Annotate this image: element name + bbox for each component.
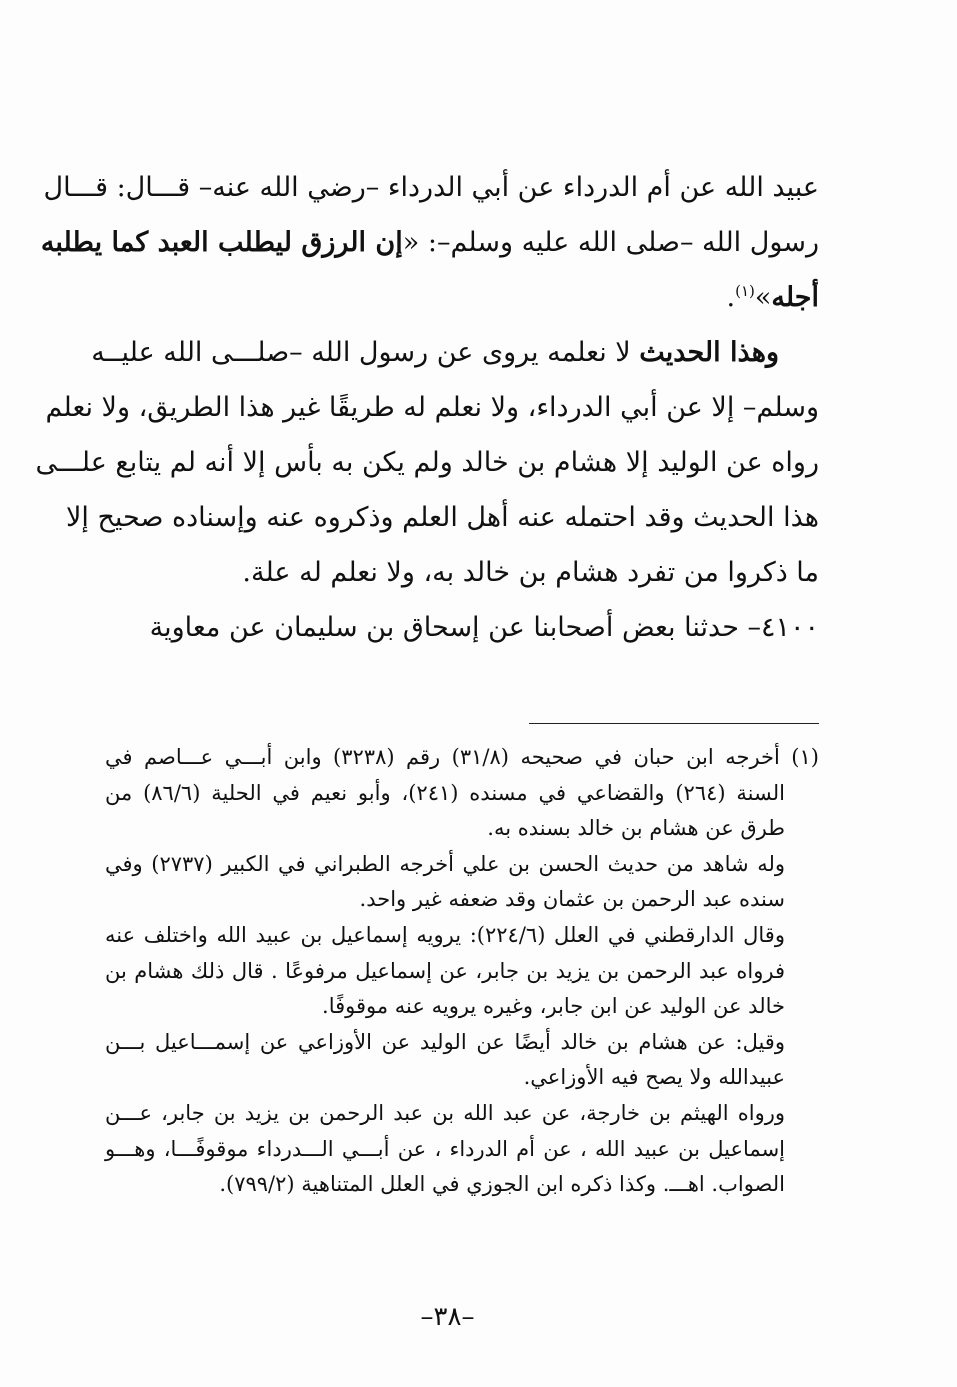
text-run: وسلم– إلا عن أبي الدرداء، ولا نعلم له طريقًا غير هذا الطريق، ولا نعلم [45,392,819,423]
footnote-line: وقال الدارقطني في العلل (٢٢٤/٦): يرويه إسماعيل بن عبيد الله واختلف عنه [105,922,785,947]
footnote-line: إسماعيل بن عبيد الله ، عن أم الدرداء ، عن أبـــي الـــدرداء موقوفًـــا، وهـــو [105,1136,785,1161]
footnote-line: السنة (٢٦٤) والقضاعي في مسنده (٢٤١)، وأبو نعيم في الحلية (٨٦/٦) من [105,780,785,805]
main-line [107,545,819,600]
text-run: » [754,282,772,313]
footnote-ref: (١) [735,282,755,300]
footnote-line: ورواه الهيثم بن خارجة، عن عبد الله بن عبد الرحمن بن يزيد بن جابر، عـــن [105,1100,785,1125]
text-run: ٤١٠٠– حدثنا بعض أصحابنا عن إسحاق بن سليمان عن معاوية [149,612,819,643]
footnote-line: (١) أخرجه ابن حبان في صحيحه (٣١/٨) رقم (٣٢٣٨) وابن أبـــي عـــاصم في [105,745,819,769]
footnote-line: الصواب. اهـــ. وكذا ذكره ابن الجوزي في العلل المتناهية (٧٩٩/٢). [219,1172,785,1197]
main-line [65,490,819,545]
footnote-line: عبيدالله ولا يصح فيه الأوزاعي. [523,1065,785,1090]
hadith-text: أجله [771,282,819,313]
text-run: هذا الحديث وقد احتمله عنه أهل العلم وذكروه عنه وإسناده صحيح إلا [65,502,819,533]
text-run: عبيد الله عن أم الدرداء عن أبي الدرداء –رضي الله عنه– قـــال: قـــال [43,172,819,203]
heading-run: وهذا الحديث [639,337,779,368]
main-line [91,325,819,380]
text-run: . [726,282,736,313]
footnote-line: سنده عبد الرحمن بن عثمان وقد ضعفه غير واحد. [359,887,785,912]
text-run: رواه عن الوليد إلا هشام بن خالد ولم يكن به بأس إلا أنه لم يتابع علـــى [35,447,819,478]
main-line [43,160,819,215]
footnotes [105,740,819,1203]
footnote-line: طرق عن هشام بن خالد بسنده به. [487,816,785,841]
text-run: رسول الله –صلى الله عليه وسلم–: « [402,227,819,258]
footnote-line: وقيل: عن هشام بن خالد أيضًا عن الوليد عن الأوزاعي عن إسمـــاعيل بـــن [105,1029,785,1054]
text-run: لا نعلمه يروى عن رسول الله –صلـــى الله عليــه [91,337,640,368]
page-number: –٣٨– [420,1302,475,1332]
text-run: ما ذكروا من تفرد هشام بن خالد به، ولا نعلم له علة. [242,557,819,588]
main-line [35,435,819,490]
main-line [45,380,819,435]
main-text [35,160,819,655]
footnote-line: فرواه عبد الرحمن بن يزيد بن جابر، عن إسماعيل مرفوعًا . قال ذلك هشام بن [105,958,785,983]
footnote-line: وله شاهد من حديث الحسن بن علي أخرجه الطبراني في الكبير (٢٧٣٧) وفي [105,851,785,876]
main-line [107,270,819,325]
hadith-text: إن الرزق ليطلب العبد كما يطلبه [40,227,403,258]
main-line [40,215,819,270]
footnote-separator [529,723,819,724]
footnote-line: خالد عن الوليد عن ابن جابر، وغيره يرويه عنه موقوفًا. [322,994,785,1019]
main-line [107,600,819,655]
